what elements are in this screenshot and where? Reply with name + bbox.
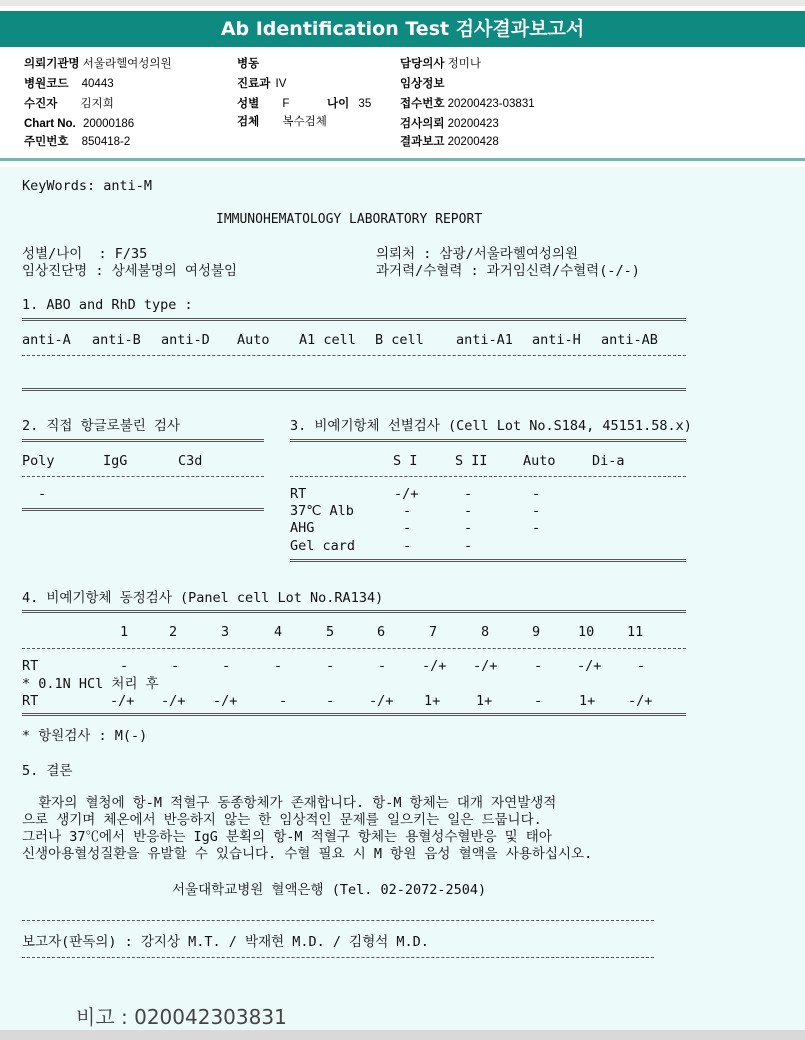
panel-col: 10	[578, 624, 595, 640]
screen-cell: -	[532, 520, 541, 536]
panel-col: 9	[532, 624, 541, 640]
panel-cell: -	[534, 658, 543, 674]
screen-cell: -	[464, 486, 473, 502]
abo-col: anti-A1	[456, 332, 513, 348]
screen-cell: -	[464, 538, 473, 554]
panel-cell: -/+	[422, 658, 447, 674]
rule-single	[22, 355, 686, 356]
panel-row-label: RT	[22, 693, 39, 709]
screen-cell: -/+	[394, 486, 419, 502]
antigen-test: * 항원검사 : M(-)	[22, 728, 148, 744]
panel-cell: -	[378, 658, 387, 674]
screen-col: S II	[455, 453, 488, 469]
abo-col: Auto	[237, 332, 270, 348]
panel-cell: -	[637, 658, 646, 674]
conclusion-line: 신생아용혈성질환을 유발할 수 있습니다. 수혈 필요 시 M 항원 음성 혈액을 사용하십시오.	[22, 846, 593, 862]
panel-cell: -/+	[369, 693, 394, 709]
screen-cell: -	[403, 503, 412, 519]
header-field-hospital-code: 병원코드 40443	[24, 78, 114, 90]
header-field-specimen: 검체 복수검체	[237, 116, 327, 128]
abo-col: anti-B	[92, 332, 141, 348]
screen-row-label: Gel card	[290, 538, 356, 554]
panel-cell: -	[326, 658, 335, 674]
panel-cell: 1+	[424, 693, 441, 709]
rule-single	[22, 957, 654, 958]
abo-col: B cell	[375, 332, 424, 348]
panel-col: 3	[221, 624, 230, 640]
keywords: KeyWords: anti-M	[22, 178, 153, 194]
rule-double	[22, 610, 686, 613]
sex-age: 성별/나이 : F/35	[22, 246, 148, 262]
header-field-receipt-no: 접수번호 20200423-03831	[400, 98, 535, 110]
screen-row-label: RT	[290, 486, 307, 502]
rule-double	[22, 713, 686, 716]
screen-col: Auto	[523, 453, 556, 469]
report-heading: IMMUNOHEMATOLOGY LABORATORY REPORT	[216, 212, 483, 227]
hcl-note: * 0.1N HCl 처리 후	[22, 676, 159, 692]
section2-title: 2. 직접 항글로불린 검사	[22, 418, 181, 434]
conclusion-line: 환자의 혈청에 항-M 적혈구 동종항체가 존재합니다. 항-M 항체는 대개 자연발생적	[22, 795, 557, 811]
requester: 의뢰처 : 삼광/서울라헬여성의원	[376, 246, 579, 262]
panel-col: 2	[169, 624, 178, 640]
screen-cell: -	[464, 503, 473, 519]
header-field-resident-no: 주민번호 850418-2	[24, 136, 131, 148]
header-field-institution: 의뢰기관명 서울라헬여성의원	[24, 58, 172, 70]
panel-col: 4	[274, 624, 283, 640]
screen-row-label: 37℃ Alb	[290, 503, 354, 519]
header-field-chart-no: Chart No. 20000186	[24, 118, 135, 130]
panel-cell: -/+	[161, 693, 186, 709]
dat-col: C3d	[178, 453, 203, 469]
rule-single	[290, 476, 686, 477]
screen-cell: -	[464, 520, 473, 536]
header-field-age: 나이 35	[327, 98, 372, 110]
header-field-clinical-info: 임상정보	[400, 78, 445, 90]
screen-cell: -	[403, 538, 412, 554]
section1-title: 1. ABO and RhD type :	[22, 297, 193, 313]
panel-cell: -	[274, 658, 283, 674]
rule-single	[22, 920, 654, 921]
header-field-department: 진료과 IV	[237, 78, 287, 90]
rule-double	[22, 388, 686, 391]
panel-cell: -/+	[473, 658, 498, 674]
abo-col: A1 cell	[299, 332, 356, 348]
conclusion-line: 으로 생기며 체온에서 반응하지 않는 한 임상적인 문제를 일으키는 일은 드뭅니다.	[22, 812, 542, 828]
panel-col: 1	[120, 624, 129, 640]
screen-row-label: AHG	[290, 520, 315, 536]
rule-double	[290, 439, 686, 442]
abo-col: anti-D	[161, 332, 210, 348]
top-edge	[0, 0, 805, 6]
rule-single	[22, 648, 686, 649]
section3-title: 3. 비예기항체 선별검사 (Cell Lot No.S184, 45151.58.x)	[290, 418, 692, 434]
dat-col: IgG	[103, 453, 128, 469]
diagnosis: 임상진단명 : 상세불명의 여성불임	[22, 263, 238, 279]
dat-value: -	[38, 486, 47, 502]
history: 과거력/수혈력 : 과거임신력/수혈력(-/-)	[376, 263, 640, 279]
rule-double	[22, 318, 686, 321]
panel-cell: -	[326, 693, 335, 709]
screen-cell: -	[403, 520, 412, 536]
panel-col: 7	[429, 624, 438, 640]
panel-col: 6	[377, 624, 386, 640]
panel-cell: 1+	[579, 693, 596, 709]
rule-double	[22, 508, 264, 511]
panel-col: 8	[481, 624, 490, 640]
screen-cell: -	[532, 503, 541, 519]
panel-cell: -	[279, 693, 288, 709]
panel-cell: -/+	[213, 693, 238, 709]
panel-cell: -	[171, 658, 180, 674]
abo-col: anti-A	[22, 332, 71, 348]
header-separator	[0, 158, 805, 161]
screen-col: S I	[393, 453, 418, 469]
abo-col: anti-AB	[601, 332, 658, 348]
rule-double	[22, 439, 264, 442]
screen-col: Di-a	[592, 453, 625, 469]
header-field-report-date: 결과보고 20200428	[400, 136, 499, 148]
panel-cell: -/+	[577, 658, 602, 674]
panel-col: 5	[326, 624, 335, 640]
conclusion-line: 그러나 37℃에서 반응하는 IgG 분획의 항-M 적혈구 항체는 용혈성수혈반응 및 태아	[22, 829, 552, 845]
header-field-ward: 병동	[237, 58, 260, 70]
panel-cell: -/+	[628, 693, 653, 709]
screen-cell: -	[532, 486, 541, 502]
dat-col: Poly	[22, 453, 55, 469]
panel-col: 11	[627, 624, 644, 640]
section4-title: 4. 비예기항체 동정검사 (Panel cell Lot No.RA134)	[22, 590, 384, 606]
rule-double	[290, 559, 686, 562]
header-field-patient: 수진자 김지희	[24, 98, 114, 110]
rule-single	[22, 476, 264, 477]
panel-row-label: RT	[22, 658, 39, 674]
bottom-edge	[0, 1030, 805, 1040]
report-title: Ab Identification Test 검사결과보고서	[0, 11, 805, 47]
header-field-sex: 성별 F	[237, 98, 290, 110]
header-field-request-date: 검사의뢰 20200423	[400, 118, 499, 130]
reporter: 보고자(판독의) : 강지상 M.T. / 박재현 M.D. / 김형석 M.D.	[22, 934, 429, 950]
remarks: 비고 : 020042303831	[76, 1005, 287, 1029]
panel-cell: -	[534, 693, 543, 709]
section5-title: 5. 결론	[22, 763, 73, 779]
abo-col: anti-H	[532, 332, 581, 348]
header-field-doctor: 담당의사 정미나	[400, 58, 481, 70]
blood-bank: 서울대학교병원 혈액은행 (Tel. 02-2072-2504)	[172, 882, 487, 898]
panel-cell: 1+	[476, 693, 493, 709]
panel-cell: -/+	[110, 693, 135, 709]
panel-cell: -	[222, 658, 231, 674]
panel-cell: -	[120, 658, 129, 674]
